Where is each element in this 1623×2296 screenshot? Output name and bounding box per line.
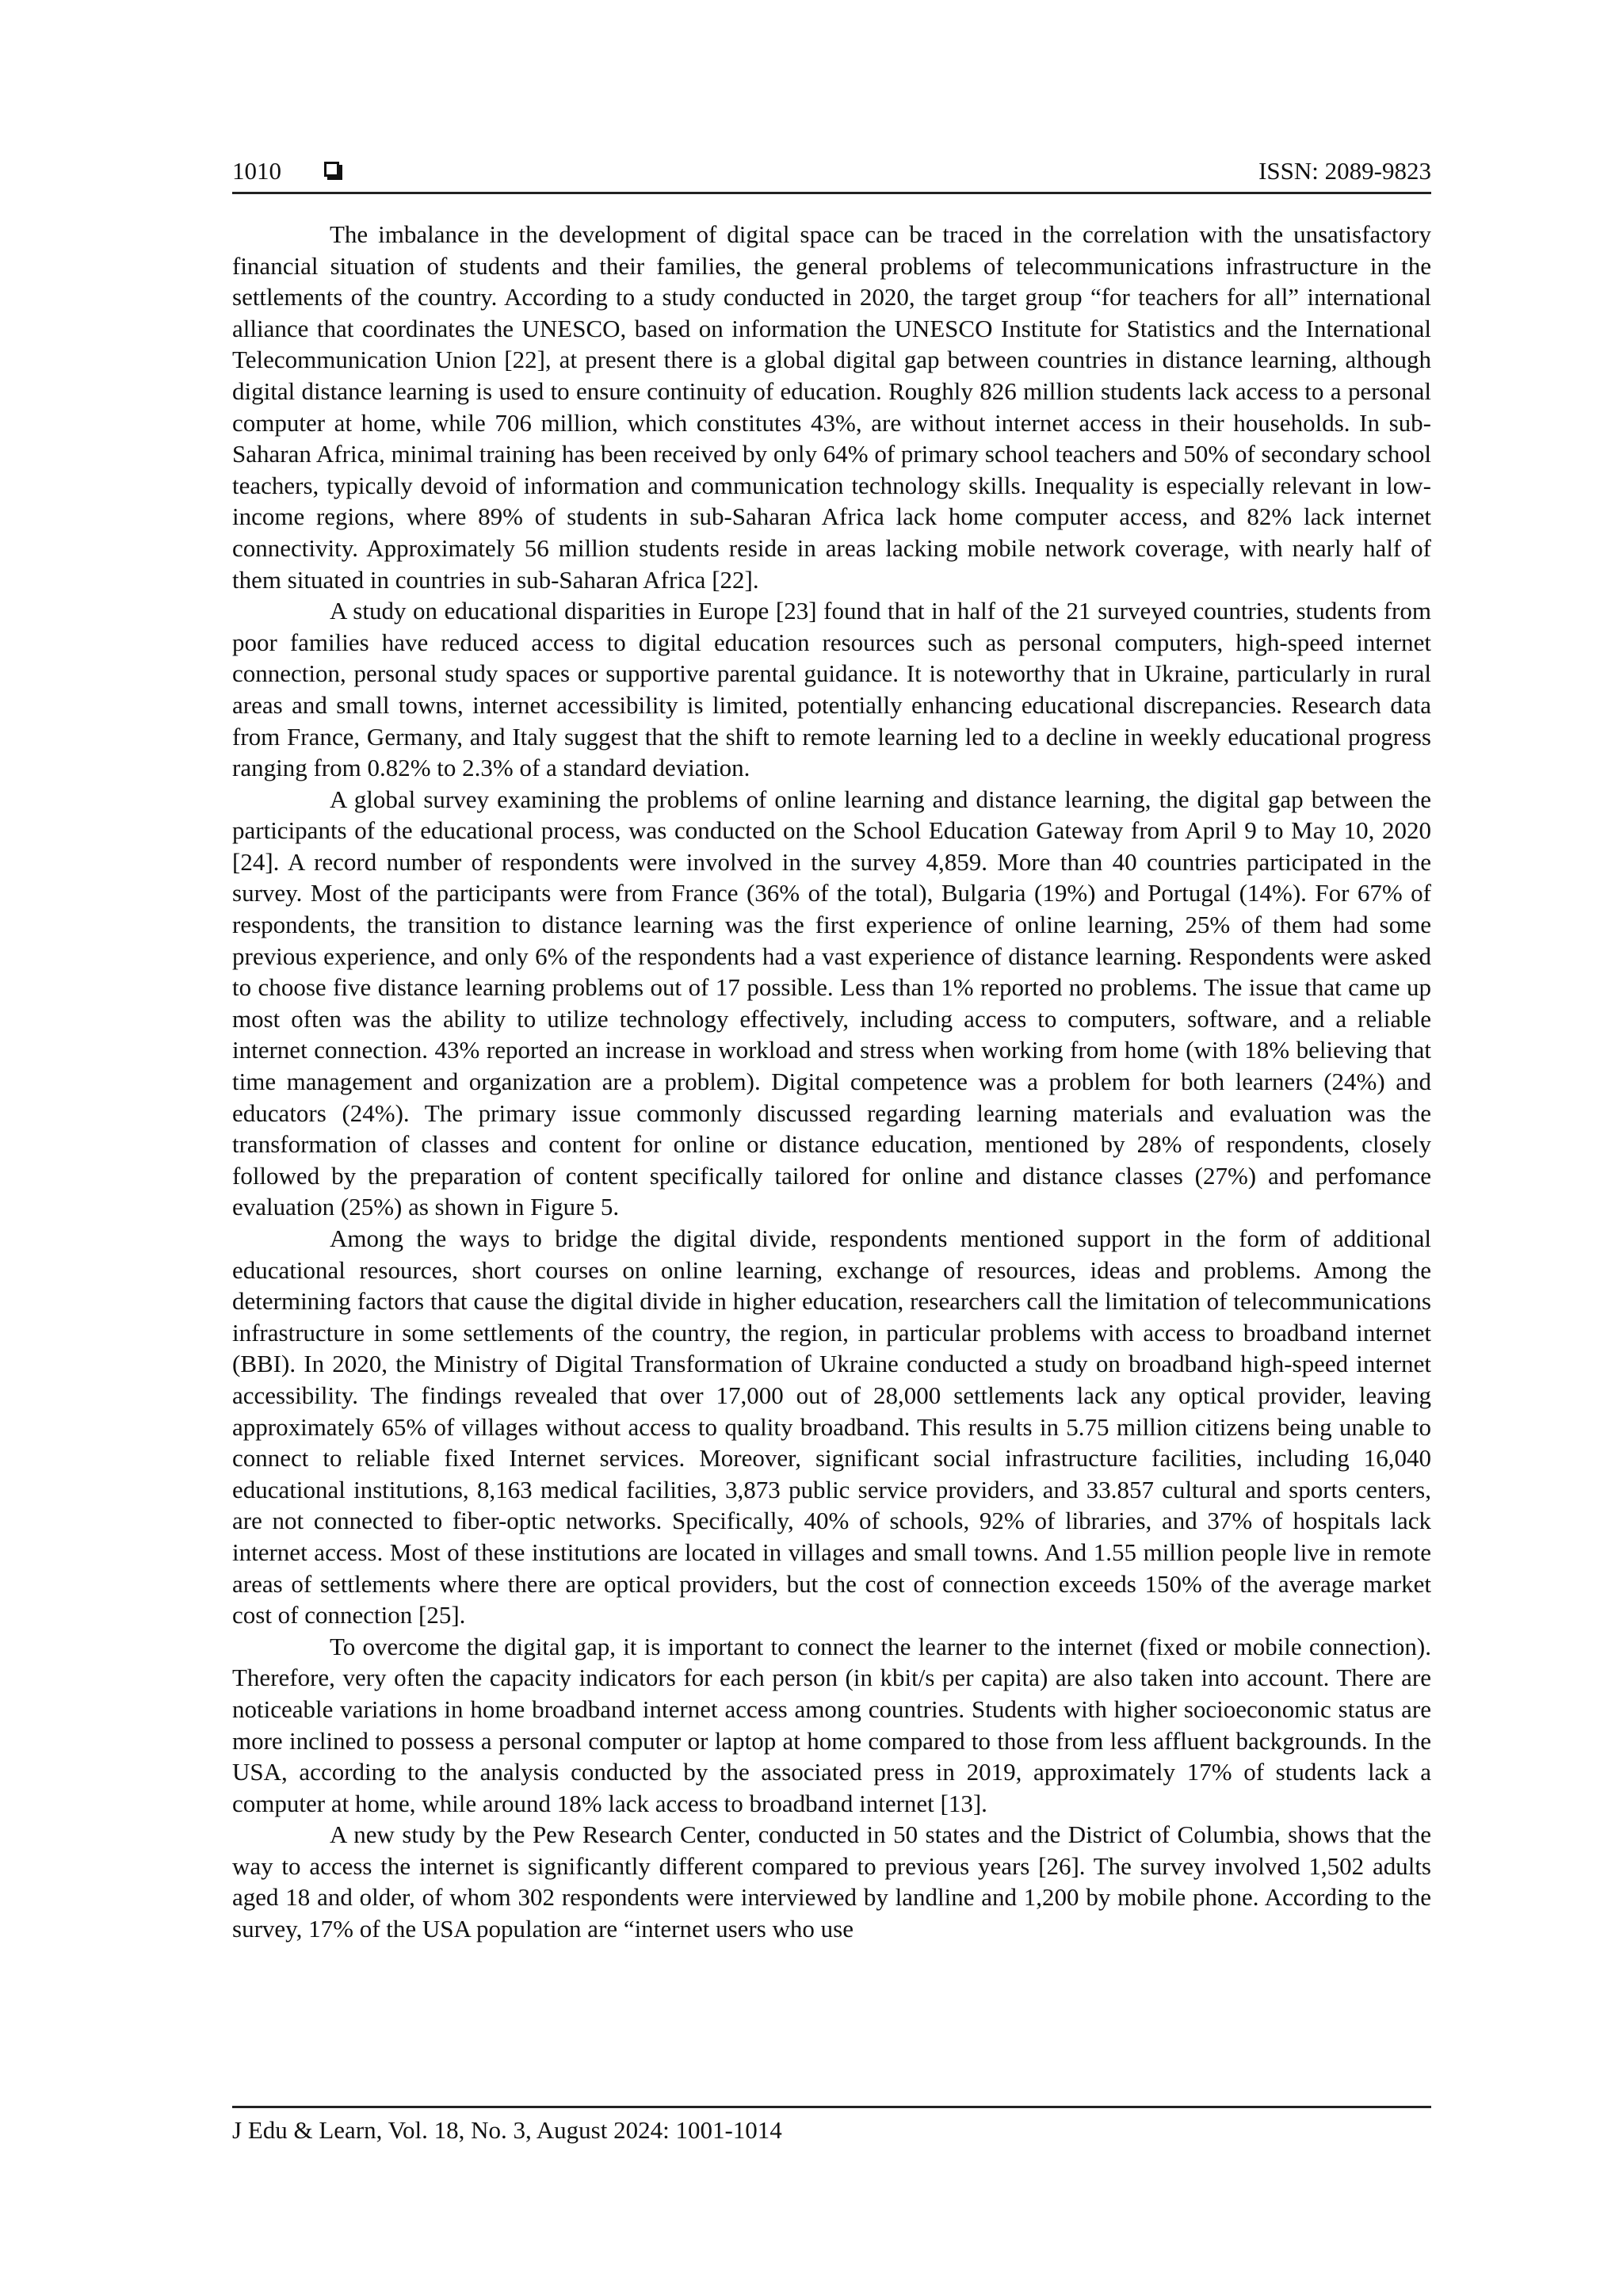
page-number: 1010 [232, 157, 281, 185]
paragraph-global-survey: A global survey examining the problems of online learning and distance learning, the digital gap between the participants of the educational process, was conducted on the School Education Gateway from April 9 to May 10, 2020 [24]. A record number of respondents were involved in the survey 4,859. More than 40 countries participated in the survey. Most of the participants were from France (36% of the total), Bulgaria (19%) and Portugal (14%). For 67% of respondents, the transition to distance learning was the first experience of online learning, 25% of them had some previous experience, and only 6% of the respondents had a vast experience of distance learning. Respondents were asked to choose five distance learning problems out of 17 possible. Less than 1% reported no problems. The issue that came up most often was the ability to utilize technology effectively, including access to computers, software, and a reliable internet connection. 43% reported an increase in workload and stress when working from home (with 18% believing that time management and organization are a problem). Digital competence was a problem for both learners (24%) and educators (24%). The primary issue commonly discussed regarding learning materials and evaluation was the transformation of classes and content for online or distance education, mentioned by 28% of respondents, closely followed by the preparation of content specifically tailored for online and distance classes (27%) and perfomance evaluation (25%) as shown in Figure 5. [232, 785, 1431, 1221]
paragraph-europe-disparities: A study on educational disparities in Europe [23] found that in half of the 21 surveyed countries, students from poor families have reduced access to digital education resources such as personal computers, high-speed internet connection, personal study spaces or supportive parental guidance. It is noteworthy that in Ukraine, particularly in rural areas and small towns, internet accessibility is limited, potentially enhancing educational discrepancies. Research data from France, Germany, and Italy suggest that the shift to remote learning led to a decline in weekly educational progress ranging from 0.82% to 2.3% of a standard deviation. [232, 597, 1431, 782]
paragraph-bridge-divide: Among the ways to bridge the digital divide, respondents mentioned support in the form of additional educational resources, short courses on online learning, exchange of resources, ideas and problems. Among the determining factors that cause the digital divide in higher education, researchers call the limitation of telecommunications infrastructure in some settlements of the country, the region, in particular problems with access to broadband internet (BBI). In 2020, the Ministry of Digital Transformation of Ukraine conducted a study on broadband high-speed internet accessibility. The findings revealed that over 17,000 out of 28,000 settlements lack any optical provider, leaving approximately 65% of villages without access to quality broadband. This results in 5.75 million citizens being unable to connect to reliable fixed Internet services. Moreover, significant social infrastructure facilities, including 16,040 educational institutions, 8,163 medical facilities, 3,873 public service providers, and 33.857 cultural and sports centers, are not connected to fiber-optic networks. Specifically, 40% of schools, 92% of libraries, and 37% of hospitals lack internet access. Most of these institutions are located in villages and small towns. And 1.55 million people live in remote areas of settlements where there are optical providers, but the cost of connection exceeds 150% of the average market cost of connection [25]. [232, 1224, 1431, 1629]
page-footer [232, 2106, 1431, 2146]
paragraph-connect-learner: To overcome the digital gap, it is important to connect the learner to the internet (fixed or mobile connection). Therefore, very often the capacity indicators for each person (in kbit/s per capita) are also taken into account. There are noticeable variations in home broadband internet access among countries. Students with higher socioeconomic status are more inclined to possess a personal computer or laptop at home compared to those from less affluent backgrounds. In the USA, according to the analysis conducted by the associated press in 2019, approximately 17% of students lack a computer at home, while around 18% lack access to broadband internet [13]. [232, 1632, 1431, 1817]
page-header [232, 155, 1431, 194]
paragraph-pew-study: A new study by the Pew Research Center, conducted in 50 states and the District of Columbia, shows that the way to access the internet is significantly different compared to previous years [26]. The survey involved 1,502 adults aged 18 and older, of whom 302 respondents were interviewed by landline and 1,200 by mobile phone. According to the survey, 17% of the USA population are “internet users who use [232, 1820, 1431, 1943]
paragraph-digital-imbalance: The imbalance in the development of digital space can be traced in the correlation with the unsatisfactory financial situation of students and their families, the general problems of telecommunications infrastructure in the settlements of the country. According to a study conducted in 2020, the target group “for teachers for all” international alliance that coordinates the UNESCO, based on information the UNESCO Institute for Statistics and the International Telecommunication Union [22], at present there is a global digital gap between countries in distance learning, although digital distance learning is used to ensure continuity of education. Roughly 826 million students lack access to a personal computer at home, while 706 million, which constitutes 43%, are without internet access in their households. In sub-Saharan Africa, minimal training has been received by only 64% of primary school teachers and 50% of secondary school teachers, typically devoid of information and communication technology skills. Inequality is especially relevant in low-income regions, where 89% of students in sub-Saharan Africa lack home computer access, and 82% lack internet connectivity. Approximately 56 million students reside in areas lacking mobile network coverage, with nearly half of them situated in countries in sub-Saharan Africa [22]. [232, 220, 1431, 594]
journal-citation: J Edu & Learn, Vol. 18, No. 3, August 2024: 1001-1014 [232, 2116, 782, 2144]
issn-label: ISSN: 2089-9823 [1258, 157, 1431, 185]
square-bullet-icon [324, 162, 339, 177]
article-body [232, 219, 1431, 1945]
